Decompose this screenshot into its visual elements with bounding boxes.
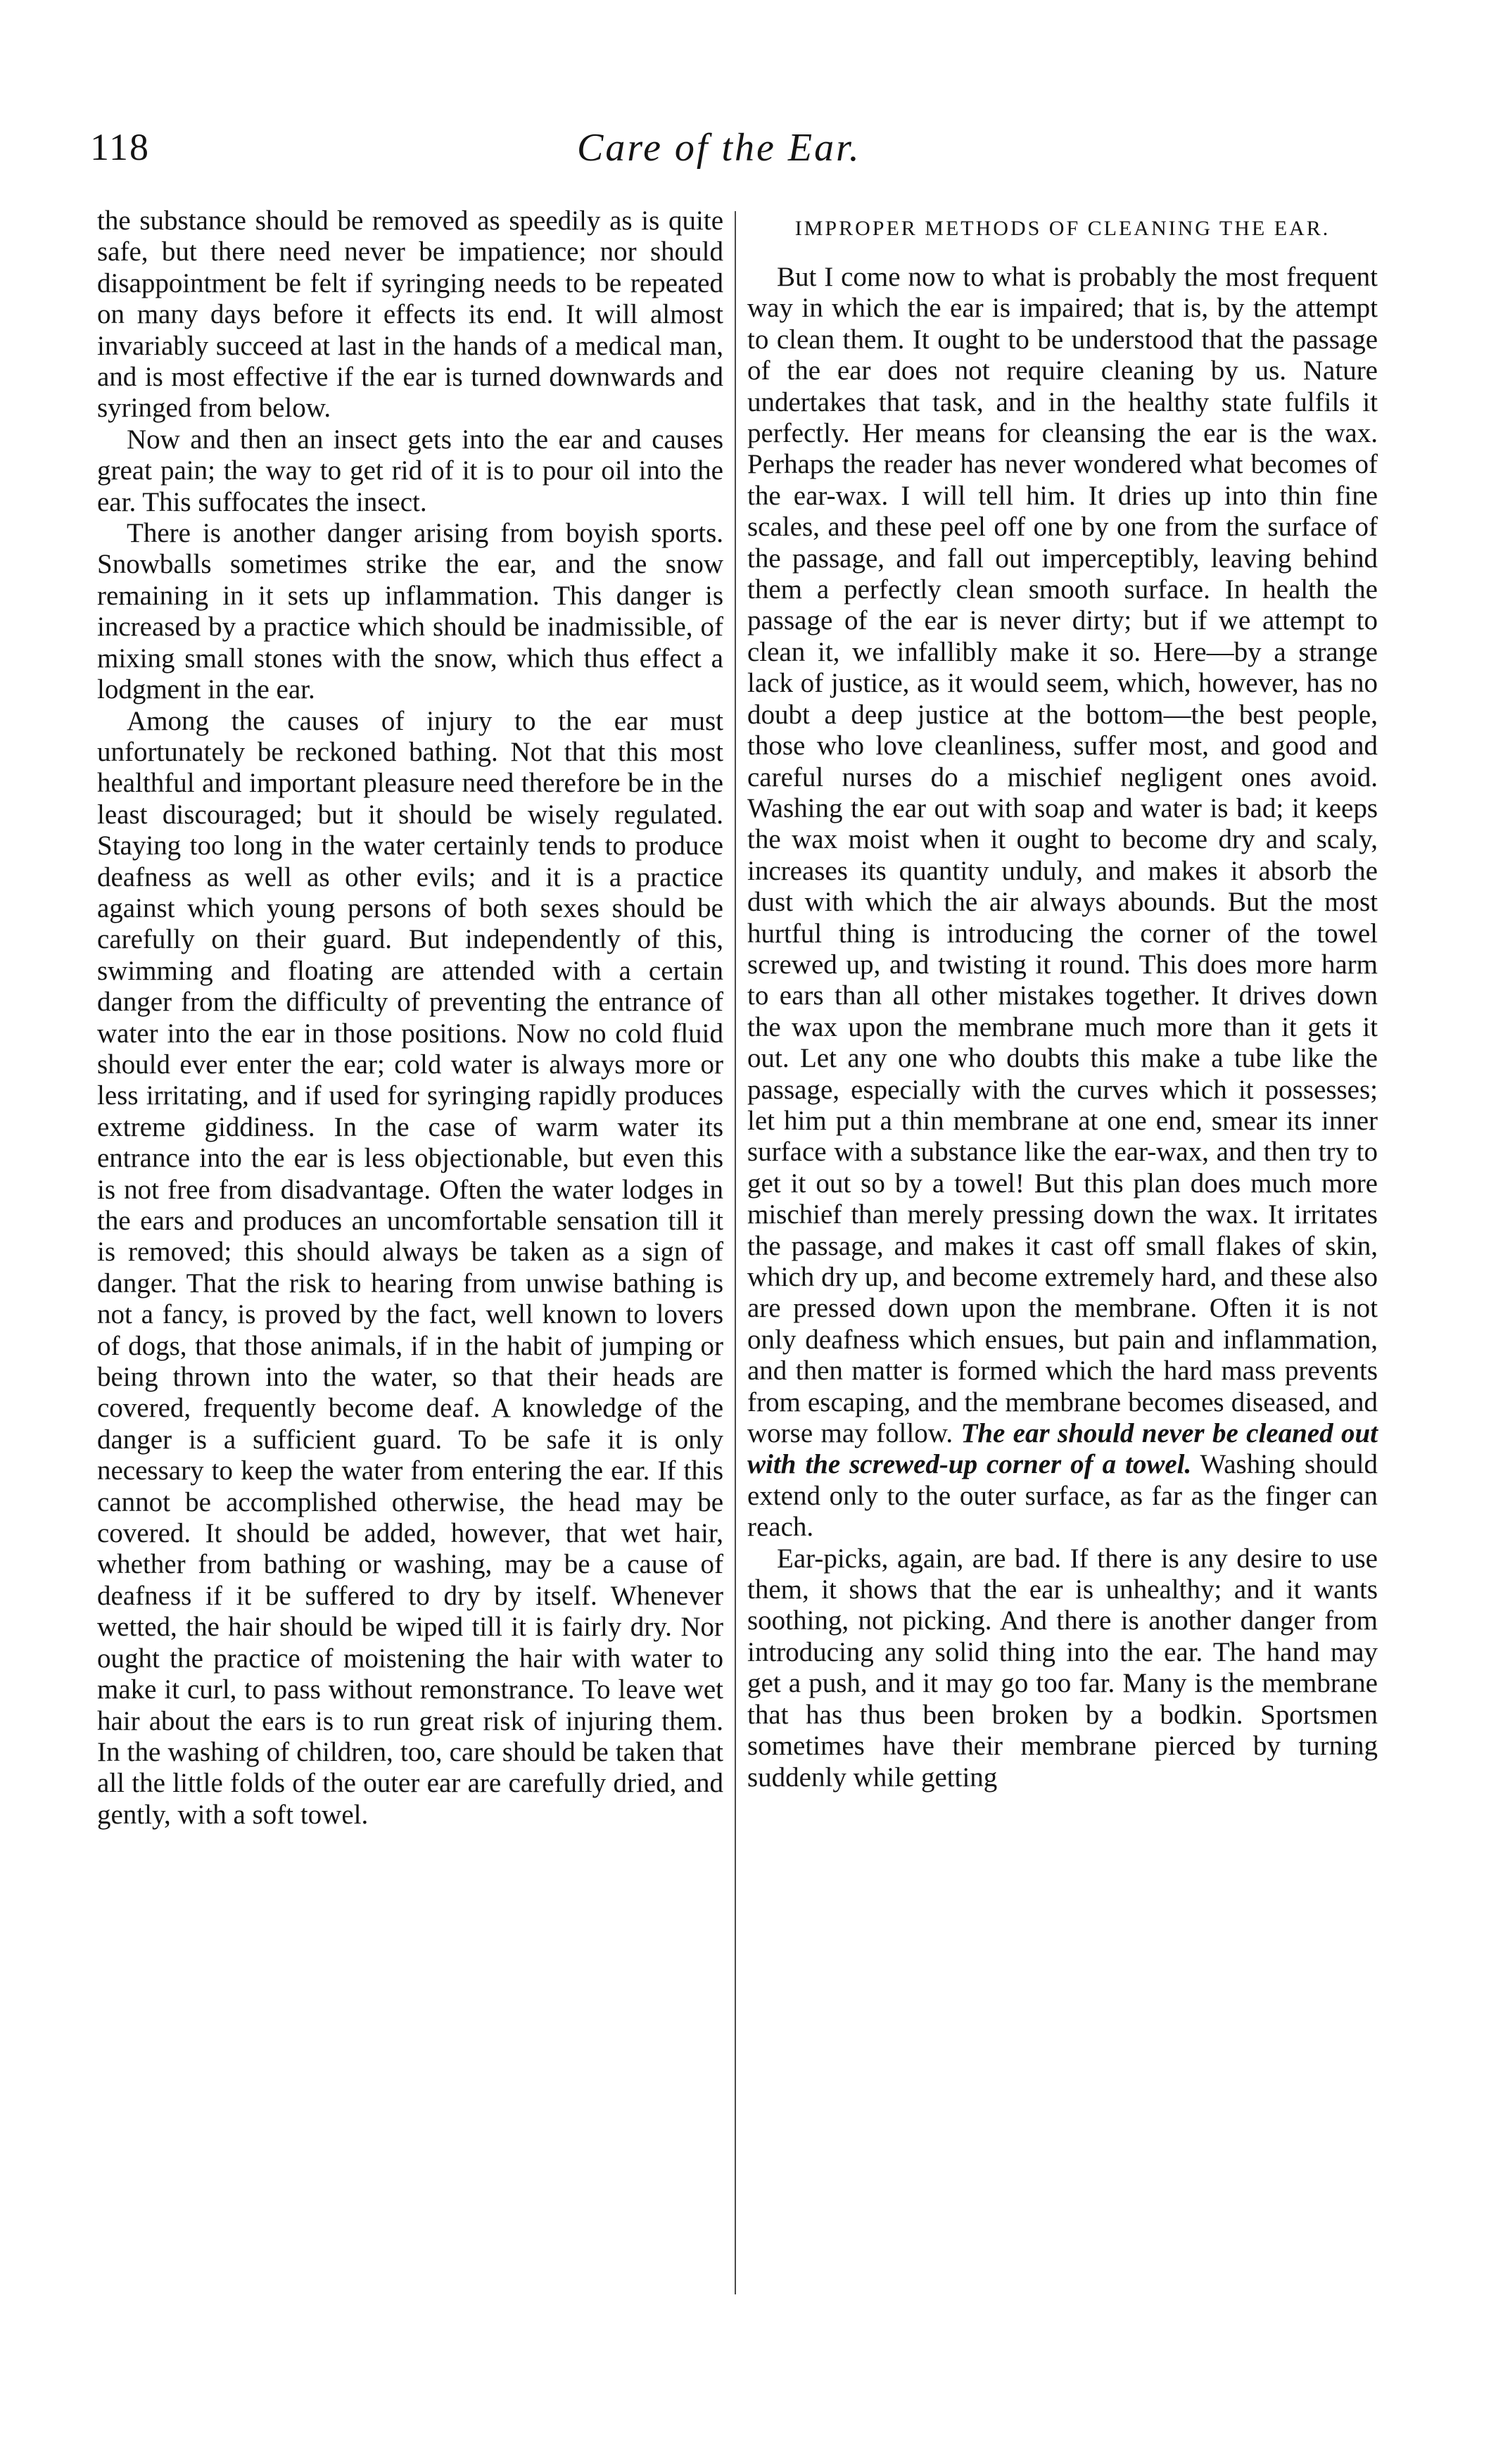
paragraph: Ear-picks, again, are bad. If there is any desire to use them, it shows that the ear is unhealthy; and it wants soothing, not picking. And there is another danger from introducing any solid thing into the ear. The hand may get a push, and it may go too far. Many is the membrane that has thus been broken by a bodkin. Sportsmen sometimes have their membrane pierced by turning suddenly while getting <box>747 1543 1378 1793</box>
emphasis-text: The ear should never be cleaned out with the screwed-up corner of a towel. <box>747 1418 1378 1480</box>
column-divider <box>735 211 736 2294</box>
running-head: Care of the Ear. <box>577 126 861 170</box>
paragraph: the substance should be removed as speedily as is quite safe, but there need never be impatience; nor should disappointment be felt if syringing needs to be repeated on many days before it effects its end. It will almost invariably succeed at last in the hands of a medical man, and is most effective if the ear is turned downwards and syringed from below. <box>97 206 723 424</box>
paragraph: There is another danger arising from boyish sports. Snowballs sometimes strike the ear, and the snow remaining in it sets up inflammation. This danger is increased by a practice which should be inadmissible, of mixing small stones with the snow, which thus effect a lodgment in the ear. <box>97 518 723 705</box>
page-number: 118 <box>90 126 150 168</box>
paragraph <box>747 262 1378 1543</box>
paragraph-text: Washing should extend only to the outer surface, as far as the finger can reach. <box>747 1449 1378 1543</box>
paragraph: Now and then an insect gets into the ear and causes great pain; the way to get rid of it is to pour oil into the ear. This suffocates the insect. <box>97 424 723 517</box>
right-column <box>747 206 1378 1793</box>
paragraph-text: But I come now to what is probably the most frequent way in which the ear is impaired; that is, by the attempt to clean them. It ought to be understood that the passage of the ear does not require cleaning by us. Nature undertakes that task, and in the healthy state fulfils it perfectly. Her means for cleansing the ear is the wax. Perhaps the reader has never wondered what becomes of the ear-wax. I will tell him. It dries up into thin fine scales, and these peel off one by one from the surface of the passage, and fall out imperceptibly, leaving behind them a perfectly clean smooth surface. In health the passage of the ear is never dirty; but if we attempt to clean it, we infallibly make it so. Here—by a strange lack of justice, as it would seem, which, however, has no doubt a deep justice at the bottom—the best people, those who love cleanliness, suffer most, and good and careful nurses do a mischief negligent ones avoid. Washing the ear out with soap and water is bad; it keeps the wax moist when it ought to become dry and scaly, increases its quantity unduly, and makes it absorb the dust with which the air always abounds. But the most hurtful thing is introducing the corner of the towel screwed up, and twisting it round. This does more harm to ears than all other mistakes together. It drives down the wax upon the membrane much more than it gets it out. Let any one who doubts this make a tube like the passage, especially with the curves which it possesses; let him put a thin membrane at one end, smear its inner surface with a substance like the ear-wax, and then try to get it out so by a towel! But this plan does much more mischief than merely pressing down the wax. It irritates the passage, and makes it cast off small flakes of skin, which dry up, and become extremely hard, and these also are pressed down upon the membrane. Often it is not only deafness which ensues, but pain and inflammation, and then matter is formed which the hard mass prevents from escaping, and the membrane becomes diseased, and worse may follow. <box>747 262 1378 1449</box>
paragraph: Among the causes of injury to the ear must unfortunately be reckoned bathing. Not that this most healthful and important pleasure need therefore be in the least discouraged; but it should be wisely regulated. Staying too long in the water certainly tends to produce deafness as well as other evils; and it is a practice against which young persons of both sexes should be carefully on their guard. But independently of this, swimming and floating are attended with a certain danger from the difficulty of preventing the entrance of water into the ear in those positions. Now no cold fluid should ever enter the ear; cold water is always more or less irritating, and if used for syringing rapidly produces extreme giddiness. In the case of warm water its entrance into the ear is less objectionable, but even this is not free from disadvantage. Often the water lodges in the ears and produces an uncomfortable sensation till it is removed; this should always be taken as a sign of danger. That the risk to hearing from unwise bathing is not a fancy, is proved by the fact, well known to lovers of dogs, that those animals, if in the habit of jumping or being thrown into the water, so that their heads are covered, frequently become deaf. A knowledge of the danger is a sufficient guard. To be safe it is only necessary to keep the water from entering the ear. If this cannot be accomplished otherwise, the head may be covered. It should be added, however, that wet hair, whether from bathing or washing, may be a cause of deafness if it be suffered to dry by itself. Whenever wetted, the hair should be wiped till it is fairly dry. Nor ought the practice of moistening the hair with water to make it curl, to pass without remonstrance. To leave wet hair about the ears is to run great risk of injuring them. In the washing of children, too, care should be taken that all the little folds of the outer ear are carefully dried, and gently, with a soft towel. <box>97 705 723 1830</box>
section-heading: IMPROPER METHODS OF CLEANING THE EAR. <box>794 217 1331 240</box>
left-column <box>97 206 723 1831</box>
